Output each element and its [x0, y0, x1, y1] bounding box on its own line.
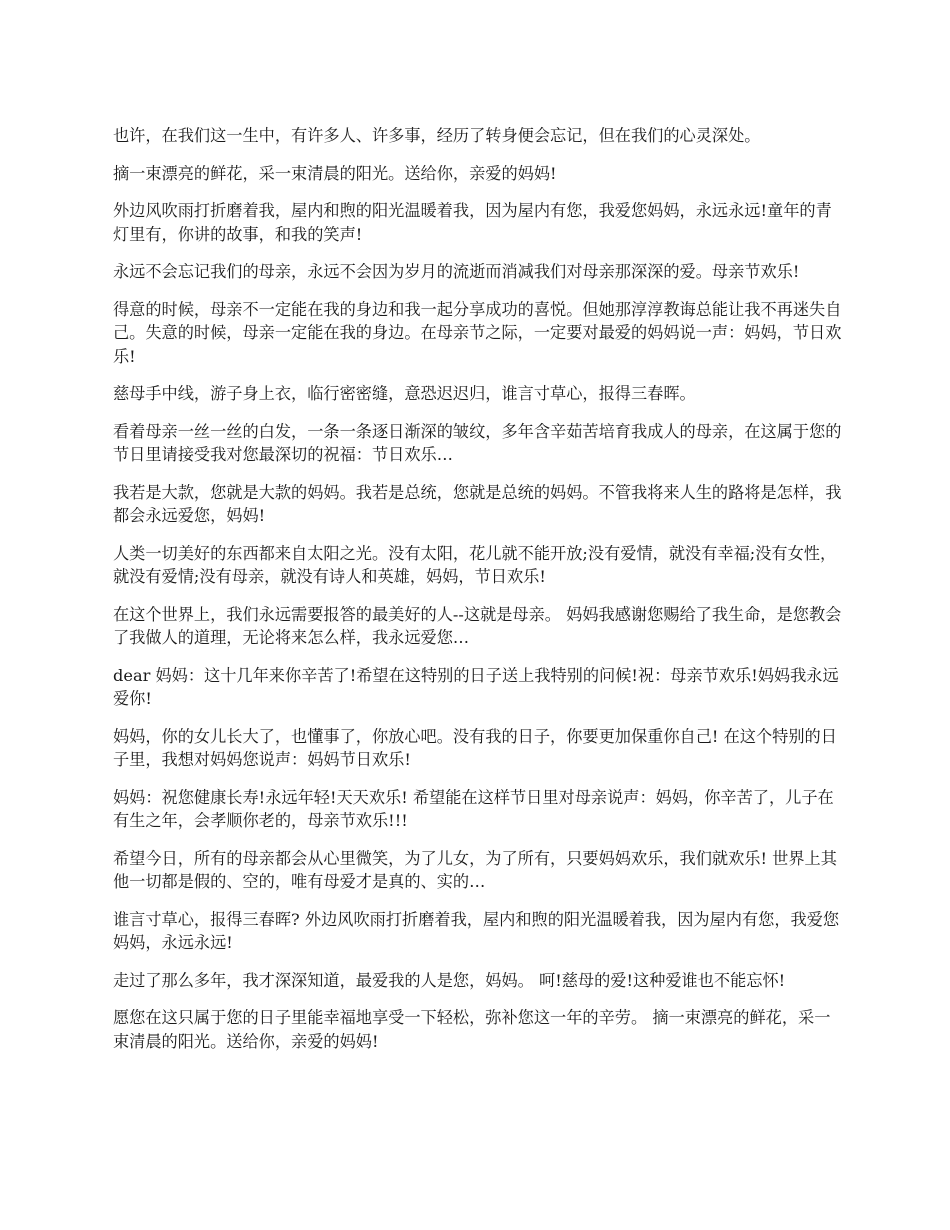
paragraph-13: 妈妈：祝您健康长寿!永远年轻!天天欢乐! 希望能在这样节日里对母亲说声：妈妈，你辛苦了，儿子在有生之年，会孝顺你老的，母亲节欢乐!!!: [113, 787, 834, 830]
document-body: [113, 124, 843, 1067]
paragraph-17: 愿您在这只属于您的日子里能幸福地享受一下轻松，弥补您这一年的辛劳。 摘一束漂亮的鲜花，采一束清晨的阳光。送给你，亲爱的妈妈!: [113, 1008, 831, 1051]
paragraph-15: 谁言寸草心，报得三春晖? 外边风吹雨打折磨着我，屋内和煦的阳光温暖着我，因为屋内有您，我爱您妈妈，永远永远!: [113, 909, 840, 952]
paragraph-14: 希望今日，所有的母亲都会从心里微笑，为了儿女，为了所有，只要妈妈欢乐，我们就欢乐! 世界上其他一切都是假的、空的，唯有母爱才是真的、实的…: [113, 848, 837, 891]
paragraph-7: 看着母亲一丝一丝的白发，一条一条逐日渐深的皱纹，多年含辛茹苦培育我成人的母亲，在这属于您的节日里请接受我对您最深切的祝福：节日欢乐…: [113, 421, 842, 464]
paragraph-3: 外边风吹雨打折磨着我，屋内和煦的阳光温暖着我，因为屋内有您，我爱您妈妈，永远永远!童年的青灯里有，你讲的故事，和我的笑声!: [113, 201, 832, 244]
paragraph-9: 人类一切美好的东西都来自太阳之光。没有太阳，花儿就不能开放;没有爱情，就没有幸福;没有女性，就没有爱情;没有母亲，就没有诗人和英雄，妈妈，节日欢乐!: [113, 543, 837, 586]
paragraph-12: 妈妈，你的女儿长大了，也懂事了，你放心吧。没有我的日子，你要更加保重你自己! 在这个特别的日子里，我想对妈妈您说声：妈妈节日欢乐!: [113, 726, 837, 769]
paragraph-6: 慈母手中线，游子身上衣，临行密密缝，意恐迟迟归，谁言寸草心，报得三春晖。: [113, 384, 696, 403]
paragraph-10: 在这个世界上，我们永远需要报答的最美好的人--这就是母亲。 妈妈我感谢您赐给了我生命，是您教会了我做人的道理，无论将来怎么样，我永远爱您…: [113, 604, 842, 647]
paragraph-4: 永远不会忘记我们的母亲，永远不会因为岁月的流逝而消减我们对母亲那深深的爱。母亲节欢乐!: [113, 262, 800, 281]
paragraph-11: dear 妈妈：这十几年来你辛苦了!希望在这特别的日子送上我特别的问候!祝：母亲节欢乐!妈妈我永远爱你!: [113, 665, 839, 708]
paragraph-8: 我若是大款，您就是大款的妈妈。我若是总统，您就是总统的妈妈。不管我将来人生的路将是怎样，我都会永远爱您，妈妈!: [113, 482, 842, 525]
paragraph-2: 摘一束漂亮的鲜花，采一束清晨的阳光。送给你，亲爱的妈妈!: [113, 163, 557, 183]
paragraph-16: 走过了那么多年，我才深深知道，最爱我的人是您，妈妈。 呵!慈母的爱!这种爱谁也不能忘怀!: [113, 970, 786, 990]
paragraph-1: 也许，在我们这一生中，有许多人、许多事，经历了转身便会忘记，但在我们的心灵深处。: [113, 126, 761, 145]
paragraph-5: 得意的时候，母亲不一定能在我的身边和我一起分享成功的喜悦。但她那淳淳教诲总能让我不再迷失自己。失意的时候，母亲一定能在我的身边。在母亲节之际，一定要对最爱的妈妈说一声：妈妈，节日欢乐!: [113, 299, 842, 366]
